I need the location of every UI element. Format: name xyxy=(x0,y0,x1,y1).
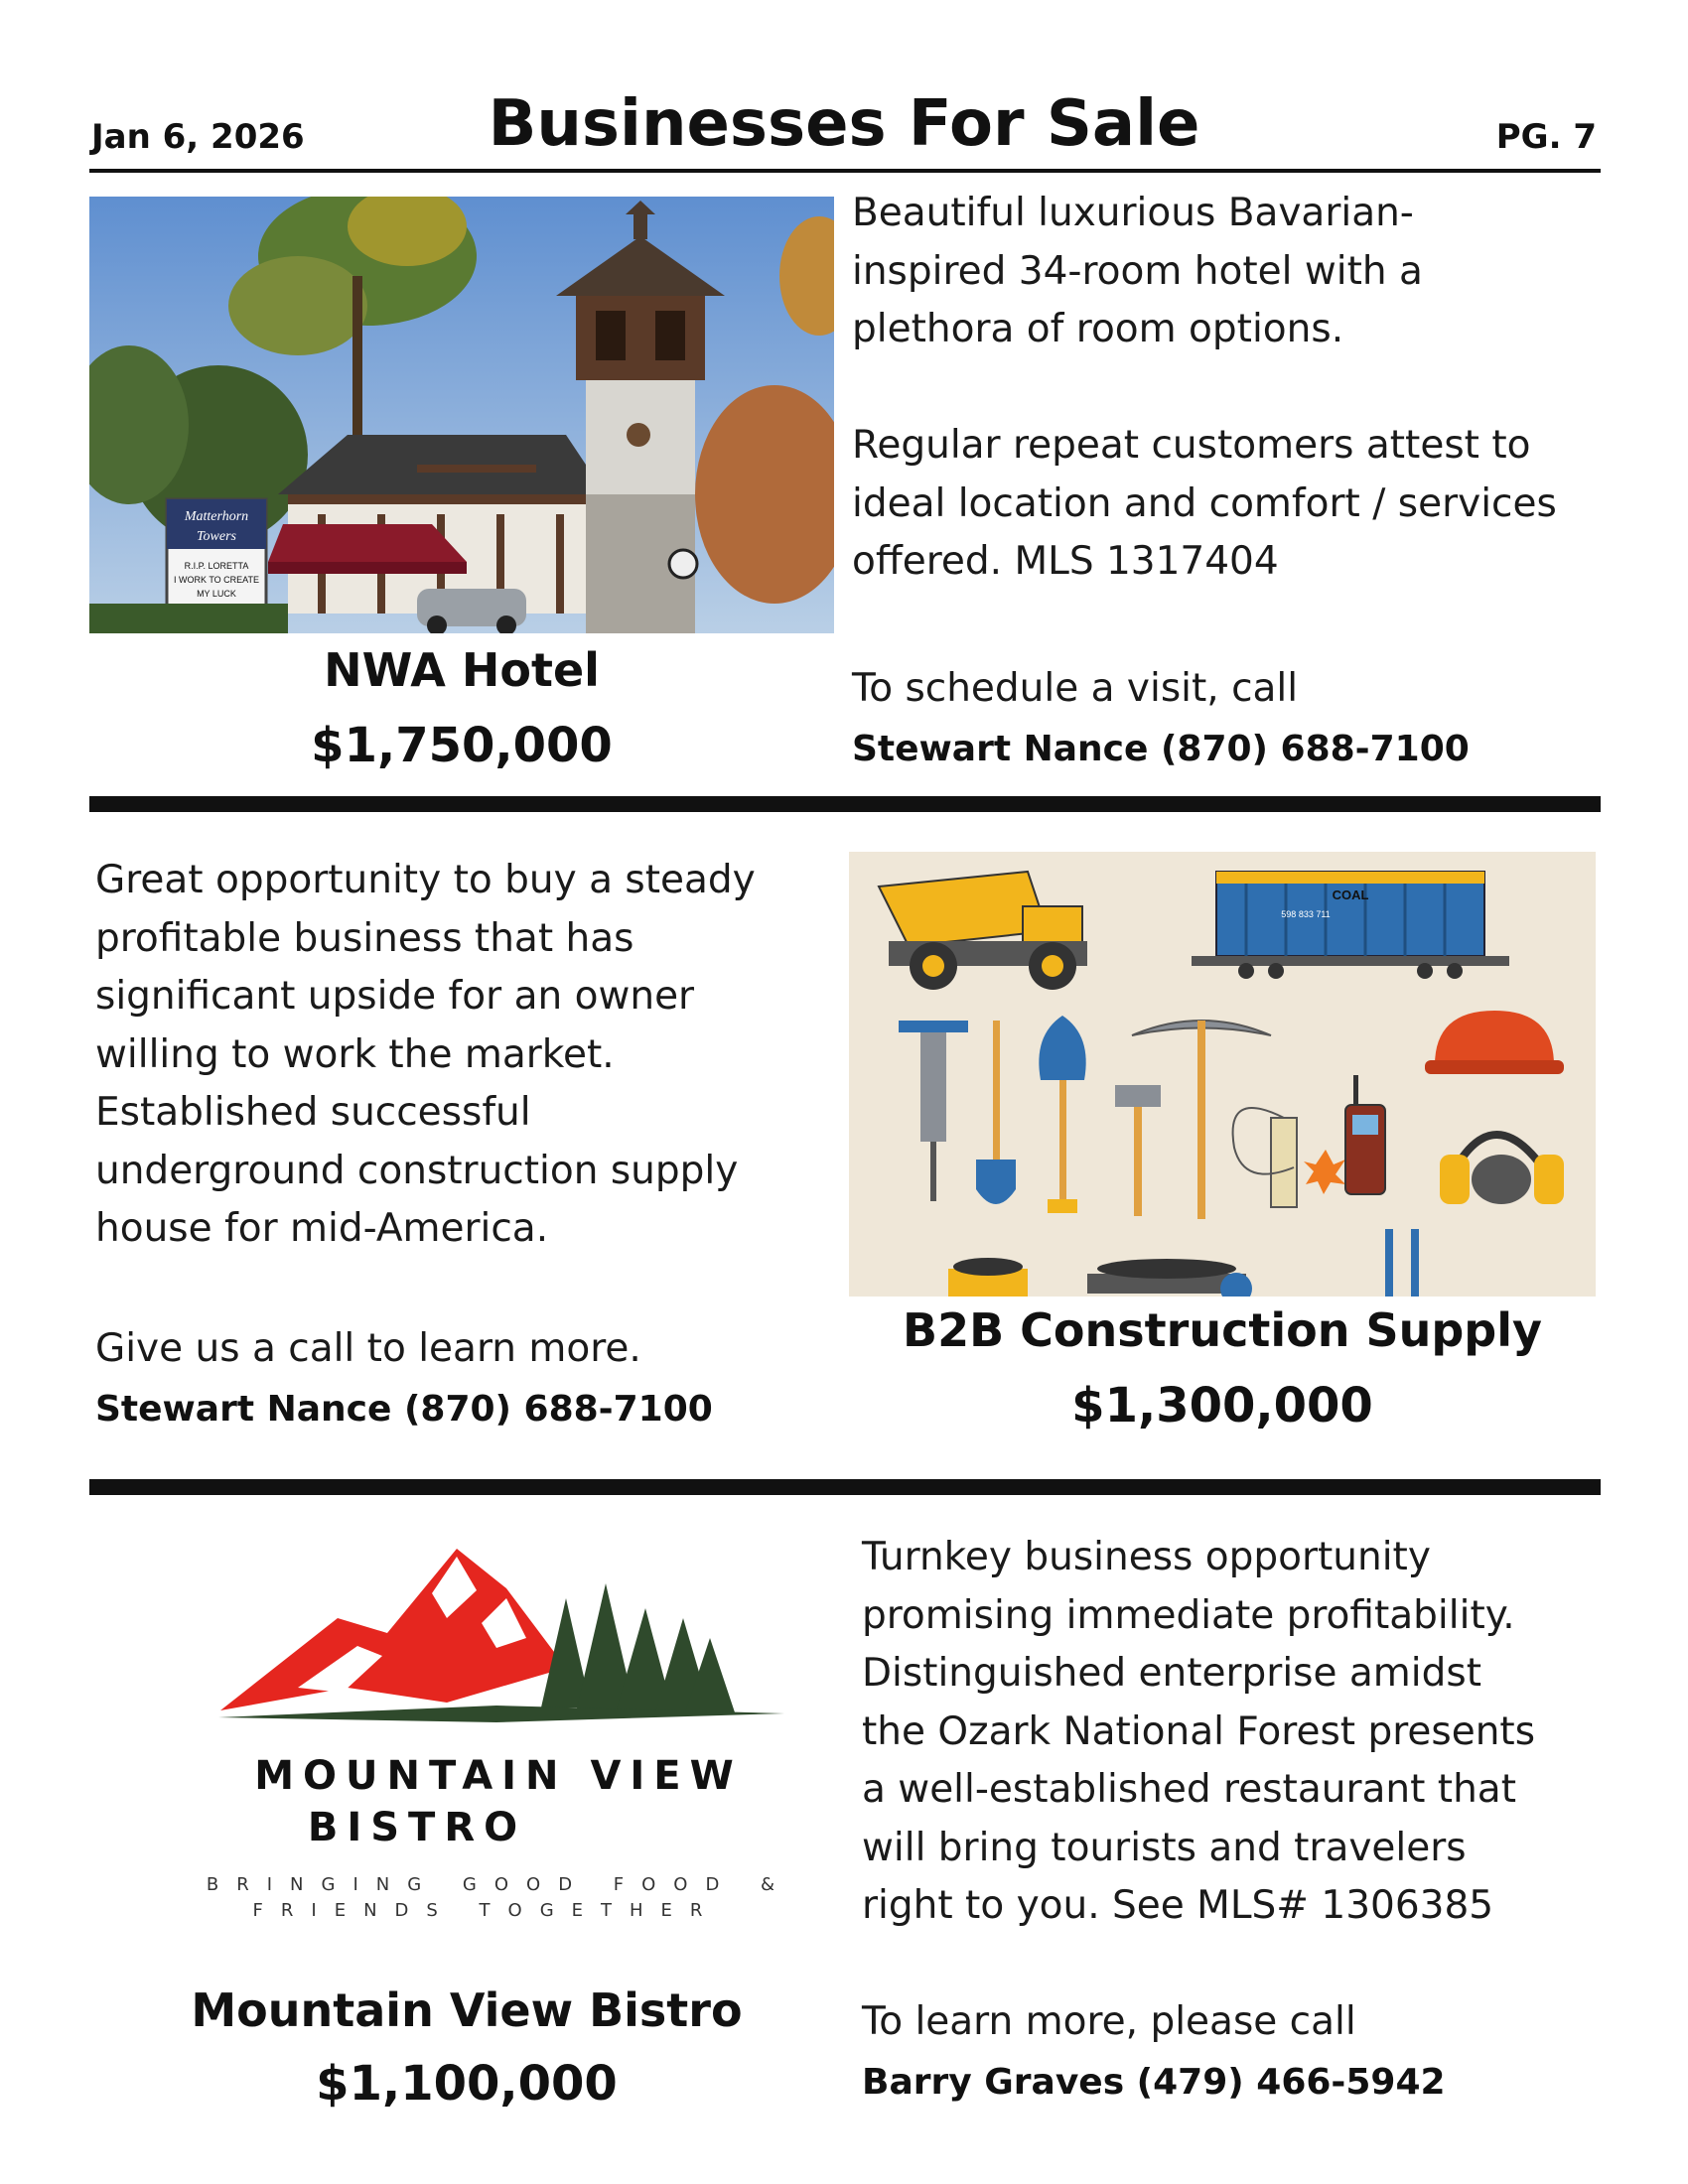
desc-line: willing to work the market. xyxy=(95,1031,615,1077)
jackhammer-icon xyxy=(899,1021,968,1201)
listing-name: Mountain View Bistro xyxy=(191,1983,743,2037)
listing-name: NWA Hotel xyxy=(324,643,600,697)
call-text: Give us a call to learn more. xyxy=(95,1326,641,1371)
spade-icon xyxy=(1039,1016,1085,1213)
listing-description xyxy=(862,1529,1617,1936)
desc-line: a well-established restaurant that xyxy=(862,1767,1516,1812)
contact-phone[interactable]: Barry Graves (479) 466-5942 xyxy=(862,2062,1446,2103)
sign-line-4: I WORK TO CREATE xyxy=(173,575,260,585)
contact-phone[interactable]: Stewart Nance (870) 688-7100 xyxy=(852,729,1470,769)
construction-illustration xyxy=(849,852,1596,1297)
desc-line: Established successful xyxy=(95,1090,531,1135)
call-text: To learn more, please call xyxy=(862,1999,1356,2044)
desc-line: will bring tourists and travelers xyxy=(862,1825,1467,1870)
call-text: To schedule a visit, call xyxy=(852,666,1299,711)
desc-line: profitable business that has xyxy=(95,915,634,961)
contact-phone[interactable]: Stewart Nance (870) 688-7100 xyxy=(95,1389,713,1430)
listing-price: $1,300,000 xyxy=(1071,1378,1373,1433)
sign-line-3: R.I.P. LORETTA xyxy=(184,561,249,571)
section-divider xyxy=(89,1479,1601,1495)
desc-line: offered. MLS 1317404 xyxy=(852,539,1279,584)
logo-line-1: MOUNTAIN VIEW xyxy=(254,1753,743,1799)
respirator-icon xyxy=(1440,1135,1564,1204)
desc-line: significant upside for an owner xyxy=(95,974,695,1019)
sign-line-5: MY LUCK xyxy=(197,589,236,599)
desc-line: Regular repeat customers attest to xyxy=(852,423,1531,468)
coal-car-icon xyxy=(1192,872,1509,979)
sign-line-1: Matterhorn xyxy=(184,509,249,524)
listing-price: $1,750,000 xyxy=(311,718,613,773)
desc-line: plethora of room options. xyxy=(852,307,1344,351)
pine-trees-icon xyxy=(541,1583,735,1712)
desc-line: the Ozark National Forest presents xyxy=(862,1708,1536,1754)
sledgehammer-icon xyxy=(1115,1085,1161,1216)
hotel-photo xyxy=(89,197,834,633)
desc-line: Beautiful luxurious Bavarian- xyxy=(852,191,1414,235)
listing-name: B2B Construction Supply xyxy=(903,1303,1542,1357)
listing-description xyxy=(852,185,1607,592)
desc-line: Distinguished enterprise amidst xyxy=(862,1651,1481,1696)
desc-line: underground construction supply xyxy=(95,1148,739,1193)
listing-description xyxy=(95,852,850,1259)
coal-car-number: 598 833 711 xyxy=(1281,909,1331,919)
radio-icon xyxy=(1345,1075,1385,1194)
desc-line: Great opportunity to buy a steady xyxy=(95,858,756,902)
desc-spacer xyxy=(852,359,1607,418)
desc-line: promising immediate profitability. xyxy=(862,1592,1515,1638)
dump-truck-icon xyxy=(879,872,1087,990)
header-rule xyxy=(89,169,1601,173)
coal-label: COAL xyxy=(1332,887,1369,902)
page-number: PG. 7 xyxy=(1495,117,1597,157)
logo-line-2: BISTRO xyxy=(307,1805,527,1850)
page-title: Businesses For Sale xyxy=(488,87,1200,161)
desc-line: ideal location and comfort / services xyxy=(852,480,1557,526)
desc-line: Turnkey business opportunity xyxy=(862,1535,1431,1579)
section-divider xyxy=(89,796,1601,812)
shovel-icon xyxy=(976,1021,1016,1204)
dynamite-icon xyxy=(1233,1108,1345,1207)
listing-price: $1,100,000 xyxy=(316,2056,618,2112)
logo-tagline-1: BRINGING GOOD FOOD & xyxy=(206,1874,793,1895)
hard-hat-icon xyxy=(1425,1011,1564,1074)
bistro-logo xyxy=(149,1529,794,1946)
pickaxe-icon xyxy=(1132,1021,1271,1219)
sign-line-2: Towers xyxy=(197,529,236,544)
logo-tagline-2: FRIENDS TOGETHER xyxy=(252,1900,721,1921)
desc-line: inspired 34-room hotel with a xyxy=(852,248,1423,294)
desc-line: house for mid-America. xyxy=(95,1206,549,1251)
desc-line: right to you. See MLS# 1306385 xyxy=(862,1883,1494,1928)
issue-date: Jan 6, 2026 xyxy=(91,117,305,157)
